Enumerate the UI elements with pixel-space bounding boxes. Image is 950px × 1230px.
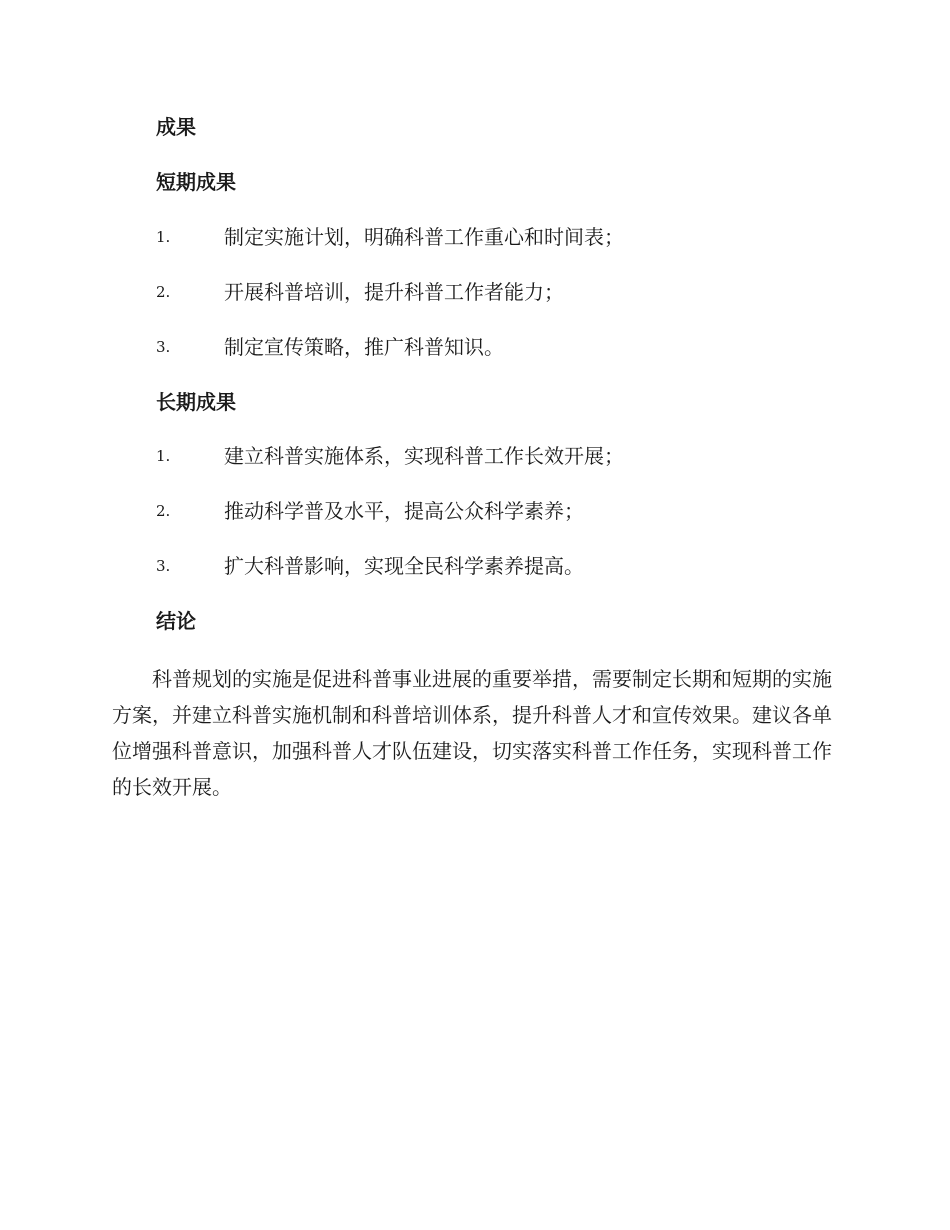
- list-text: 制定宣传策略，推广科普知识。: [224, 335, 504, 359]
- long-term-item-2: [156, 498, 836, 524]
- list-number: 2.: [156, 502, 171, 520]
- list-text: 推动科学普及水平，提高公众科学素养；: [224, 499, 584, 523]
- list-text: 扩大科普影响，实现全民科学素养提高。: [224, 554, 584, 578]
- list-text: 制定实施计划，明确科普工作重心和时间表；: [224, 225, 624, 249]
- long-term-item-1: [156, 443, 836, 469]
- short-term-heading: 短期成果: [156, 170, 236, 194]
- short-term-item-1: [156, 224, 836, 250]
- list-number: 2.: [156, 283, 171, 301]
- short-term-item-2: [156, 279, 836, 305]
- list-number: 1.: [156, 228, 171, 246]
- conclusion-paragraph: 科普规划的实施是促进科普事业进展的重要举措，需要制定长期和短期的实施方案，并建立科普实施机制和科普培训体系，提升科普人才和宣传效果。建议各单位增强科普意识，加强科普人才队伍建设，切实落实科普工作任务，实现科普工作的长效开展。: [112, 667, 832, 799]
- list-number: 3.: [156, 557, 171, 575]
- section-title: 成果: [156, 115, 196, 139]
- list-number: 1.: [156, 447, 171, 465]
- list-text: 开展科普培训，提升科普工作者能力；: [224, 280, 564, 304]
- long-term-heading: 长期成果: [156, 390, 236, 414]
- list-text: 建立科普实施体系，实现科普工作长效开展；: [224, 444, 624, 468]
- long-term-item-3: [156, 553, 836, 579]
- conclusion-heading: 结论: [156, 609, 196, 633]
- list-number: 3.: [156, 338, 171, 356]
- short-term-item-3: [156, 334, 836, 360]
